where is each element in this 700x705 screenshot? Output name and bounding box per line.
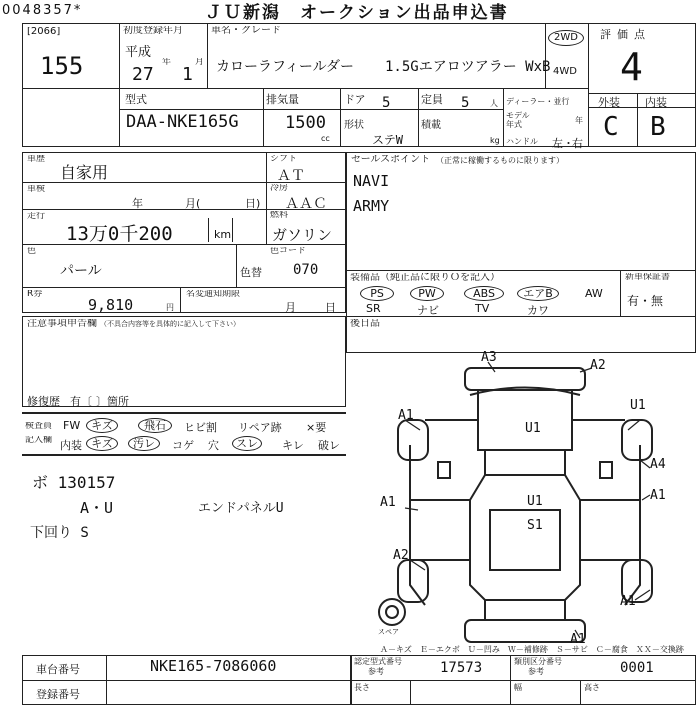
fw-scratch: キズ	[86, 418, 118, 433]
damage-mark-u1-fr: U1	[630, 398, 646, 413]
shift-label: シフト	[270, 155, 298, 164]
repair-label: 修復歴	[27, 395, 60, 408]
lot-number: 155	[40, 52, 84, 80]
fw-repair: リペア跡	[238, 421, 282, 434]
in-dirt: 汚レ	[128, 436, 160, 451]
color-label: 色	[27, 247, 37, 256]
note-line-4: 下回り S	[30, 525, 89, 541]
inspection-year: 年	[132, 197, 143, 210]
fuel-label: 燃料	[270, 211, 289, 220]
tax-notice-month: 月	[285, 301, 296, 314]
usage-label: 車歴	[27, 155, 46, 164]
in-scratch: キズ	[86, 436, 118, 451]
interior-grade: B	[650, 112, 666, 142]
equip-abs: ABS	[464, 286, 504, 301]
warranty-value: 有・無	[627, 294, 664, 308]
equip-pw: PW	[410, 286, 444, 301]
in-wear: スレ	[232, 436, 262, 451]
damage-legend: Ａ－キズ Ｅ－エクボ Ｕ－凹み Ｗ－補修跡 Ｓ－サビ Ｃ－腐食 ＸＸ－交換跡	[380, 645, 684, 654]
fw-replace: ×要	[306, 421, 327, 434]
exterior-grade: C	[603, 112, 619, 142]
rear-box	[346, 317, 696, 353]
tax-notice-day: 日	[325, 301, 336, 314]
certification-number: 17573	[440, 660, 483, 676]
drive-4wd: 4WD	[553, 66, 577, 77]
damage-mark-a1-rr: A1	[620, 594, 636, 609]
notes-label: 注意事項申告欄	[27, 319, 97, 328]
repair-unit: 〕箇所	[96, 395, 129, 408]
damage-mark-a2-front: A2	[590, 358, 606, 373]
registration-label: 初度登録年月	[123, 26, 183, 35]
handle-right: 右	[572, 137, 583, 150]
model-year-unit: 年	[575, 116, 583, 125]
inspector-label-2: 記入欄	[25, 436, 53, 445]
year-unit: 年	[162, 58, 172, 67]
repair-value: 有〔	[70, 395, 92, 408]
exterior-label: 外装	[598, 96, 620, 109]
color-code: 070	[293, 262, 319, 278]
in-hole: 穴	[208, 439, 219, 452]
damage-mark-u1-hood: U1	[525, 421, 541, 436]
dealer-label: ディーラー・並行	[506, 97, 570, 106]
aircon-label: 冷房	[270, 184, 289, 193]
selling-label: セールスポイント	[351, 155, 431, 164]
fw-crack: ヒビ割	[184, 421, 217, 434]
model-label: 型式	[125, 93, 147, 106]
equip-airbag: エアB	[517, 286, 559, 301]
mileage-label: 走行	[27, 212, 46, 221]
load-label: 積載	[421, 120, 441, 131]
vehicle-grade: 1.5Gエアロツアラー WxB	[385, 59, 551, 75]
dim-length: 長さ	[354, 683, 370, 692]
category-label: 類別区分番号	[514, 657, 562, 666]
damage-mark-a1-rdoor: A1	[650, 488, 666, 503]
shape-value: ステW	[372, 133, 403, 147]
aircon-value: ＡＡＣ	[285, 196, 327, 212]
tax-notice-label: 名変通知期限	[186, 290, 241, 299]
displacement-unit: cc	[321, 134, 330, 143]
capacity-label: 定員	[421, 93, 443, 106]
inspection-day: 日)	[245, 197, 261, 210]
damage-mark-a2-rear: A2	[393, 548, 409, 563]
inspection-label: 車検	[27, 185, 46, 194]
doors-value: 5	[382, 95, 391, 111]
reg-number-label: 登録番号	[36, 688, 80, 701]
dim-width: 幅	[514, 683, 522, 692]
capacity-unit: 人	[490, 99, 498, 108]
handle-sep: ・	[563, 137, 574, 150]
damage-mark-a4: A4	[650, 457, 666, 472]
dim-height: 高さ	[584, 683, 600, 692]
in-tear: 破レ	[318, 439, 340, 452]
serial-number: 0048357*	[2, 3, 83, 18]
color-change-label: 色替	[240, 266, 262, 279]
damage-mark-a1-fl: A1	[398, 408, 414, 423]
equip-leather: カワ	[527, 304, 549, 317]
score-label: 評価点	[600, 28, 651, 41]
category-number: 0001	[620, 660, 654, 676]
equipment-label: 装備品（純正品に限りＯを記入）	[350, 273, 500, 282]
interior-label: 内装	[645, 96, 667, 109]
in-burn: コゲ	[172, 439, 194, 452]
recycle-unit: 円	[166, 303, 174, 312]
color-value: パール	[60, 263, 102, 279]
model-year-label: モデル年式	[506, 111, 530, 129]
displacement-value: 1500	[285, 113, 326, 133]
damage-mark-a3: A3	[481, 350, 497, 365]
equip-aw: AW	[585, 287, 603, 300]
damage-mark-a1-ldoor: A1	[380, 495, 396, 510]
selling-sub: （正常に稼働するものに限ります）	[436, 156, 564, 165]
handle-left: 左	[552, 137, 563, 150]
usage-value: 自家用	[60, 163, 109, 182]
color-code-label: 色コード	[270, 247, 307, 256]
interior-label-row: 内装	[60, 439, 82, 452]
equip-navi: ナビ	[417, 304, 439, 317]
displacement-label: 排気量	[266, 93, 299, 106]
damage-mark-a1-bumper: A1	[570, 632, 586, 647]
inspector-label-1: 検査員	[25, 422, 53, 431]
model-value: DAA-NKE165G	[126, 112, 239, 132]
selling-item-1: NAVI	[353, 172, 390, 190]
chassis-number: NKE165-7086060	[150, 657, 277, 675]
lot-code: [2066]	[27, 27, 61, 36]
selling-item-2: ARMY	[353, 197, 390, 215]
damage-mark-s1: S1	[527, 518, 543, 533]
shape-label: 形状	[344, 120, 364, 131]
car-damage-diagram	[350, 350, 696, 650]
in-cut: キレ	[282, 439, 304, 452]
equip-ps: PS	[360, 286, 394, 301]
notes-sub: （不具合内容等を具体的に記入して下さい）	[100, 320, 240, 328]
mileage-value: 13万0千200	[66, 223, 173, 245]
certification-label: 認定型式番号	[354, 657, 402, 666]
warranty-label: 新車保証書	[625, 273, 671, 282]
inspection-month: 月(	[185, 197, 201, 210]
doors-label: ドア	[344, 93, 366, 106]
fw-stone-chip: 飛石	[138, 418, 172, 433]
recycle-value: 9,810	[88, 296, 134, 314]
mileage-unit: km	[214, 228, 232, 241]
capacity-value: 5	[461, 95, 470, 111]
registration-era: 平成	[125, 45, 152, 60]
chassis-label: 車台番号	[36, 663, 80, 676]
form-title: ＪＵ新潟 オークション出品申込書	[205, 3, 509, 23]
damage-mark-u1-roof: U1	[527, 494, 543, 509]
fuel-value: ガソリン	[272, 226, 333, 244]
registration-year: 27	[132, 64, 154, 85]
category-sub: 参考	[528, 667, 544, 676]
certification-sub: 参考	[368, 667, 384, 676]
note-line-2: A・U	[80, 499, 114, 517]
fw-label: FW	[63, 419, 81, 432]
registration-month: 1	[182, 64, 193, 85]
equip-sr: SR	[366, 302, 381, 315]
recycle-label: R券	[27, 290, 43, 299]
rear-box-label: 後日品	[350, 319, 380, 328]
spare-label: スペア	[378, 628, 399, 636]
note-line-1: ボ 130157	[32, 473, 116, 492]
score-value: 4	[620, 45, 643, 89]
vehicle-name: カローラフィールダー	[216, 59, 355, 75]
handle-label: ハンドル	[506, 137, 538, 146]
load-unit: kg	[490, 136, 500, 145]
drive-2wd: 2WD	[548, 30, 584, 46]
note-line-3: エンドパネルU	[198, 501, 284, 516]
shift-value: ＡＴ	[277, 168, 305, 184]
vehicle-name-label: 車名・グレード	[211, 26, 281, 35]
equip-tv: TV	[475, 302, 490, 315]
month-unit: 月	[195, 58, 205, 67]
